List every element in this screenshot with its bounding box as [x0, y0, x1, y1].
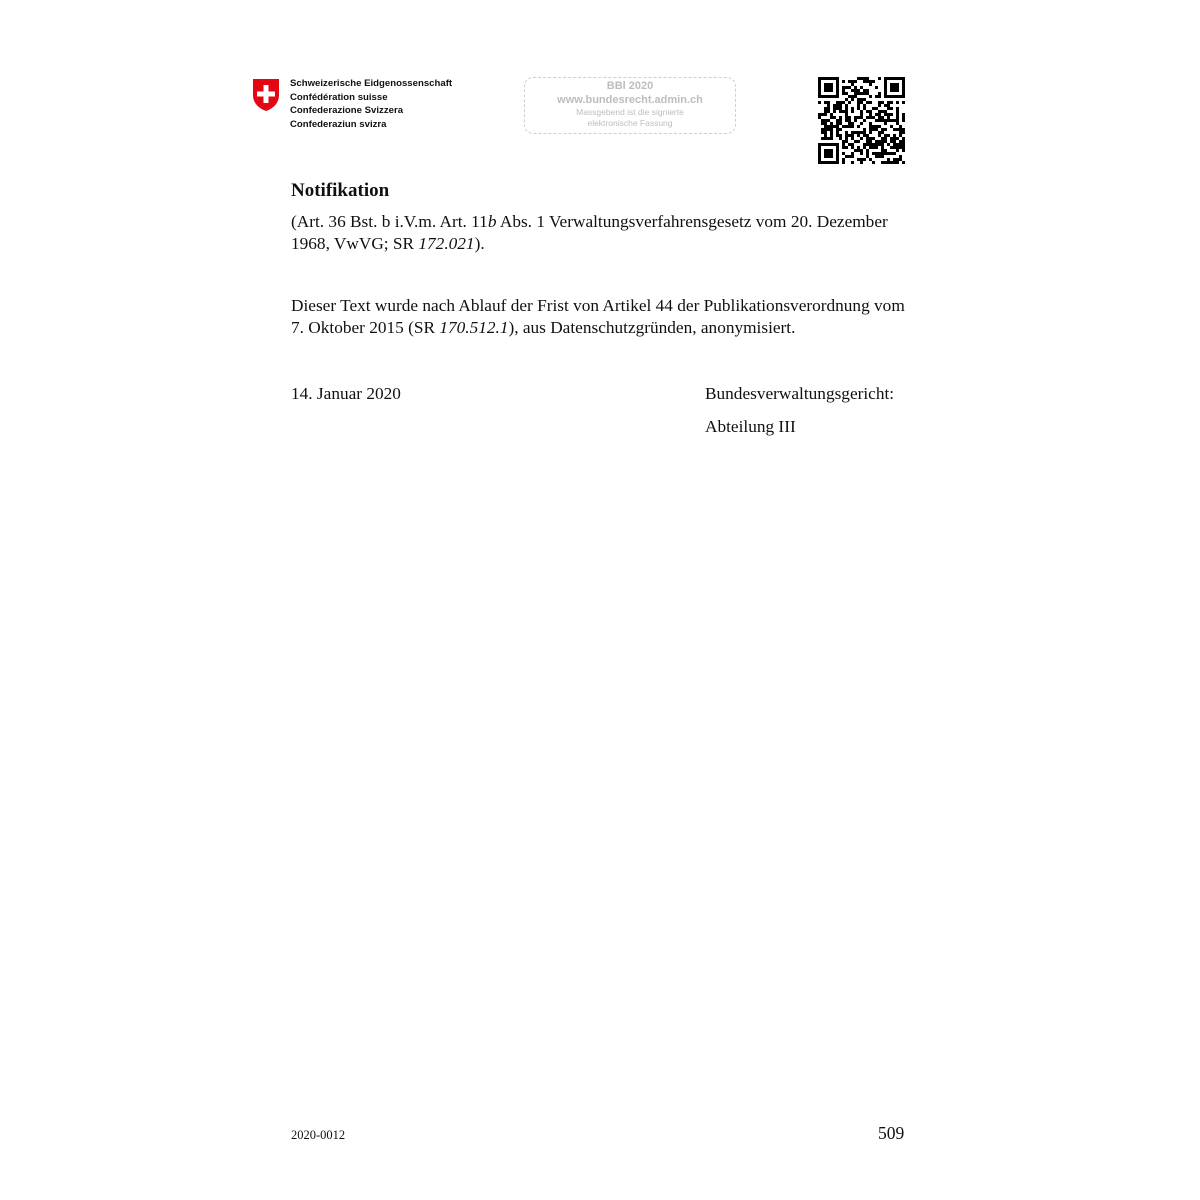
- federation-name-de: Schweizerische Eidgenossenschaft: [290, 78, 453, 89]
- federation-name-rm: Confederaziun svizra: [290, 118, 387, 130]
- federation-names: [290, 77, 452, 131]
- publication-stamp: [524, 77, 736, 134]
- stamp-line-1: BBl 2020: [606, 80, 654, 92]
- court-name: Bundesverwaltungsgericht:: [705, 384, 895, 403]
- notice-text-1: Dieser Text wurde nach Ablauf der Frist von Artikel 44 der Publikationsverordnung vom 7. Oktober 2015 (SR: [291, 296, 905, 337]
- stamp-line-3: Massgebend ist die signierte: [576, 107, 684, 117]
- page-number: 509: [878, 1123, 905, 1143]
- document-title: Notifikation: [291, 180, 390, 201]
- federation-name-it: Confederazione Svizzera: [290, 105, 404, 117]
- document-number: 2020-0012: [291, 1128, 346, 1142]
- legal-basis-sr-number: 172.021: [418, 233, 475, 253]
- legal-basis-text-1: (Art. 36 Bst. b i.V.m. Art. 11: [291, 212, 488, 231]
- swiss-shield-icon: [252, 78, 280, 112]
- anonymisation-notice: [291, 295, 911, 338]
- notice-text-2: ), aus Datenschutzgründen, anonymisiert.: [508, 317, 796, 337]
- legal-basis-text-2: Abs. 1 Verwaltungsverfahrensgesetz vom 20. Dezember 1968, VwVG; SR: [291, 212, 888, 253]
- stamp-line-2: www.bundesrecht.admin.ch: [557, 94, 703, 106]
- legal-basis-italic-1: b: [487, 212, 497, 231]
- court-division: Abteilung III: [705, 417, 796, 436]
- legal-basis-paragraph: [291, 211, 911, 254]
- stamp-line-4: elektronische Fassung: [587, 118, 673, 128]
- legal-basis-text-3: ).: [474, 233, 485, 253]
- qr-code-icon: [818, 77, 905, 164]
- document-date: 14. Januar 2020: [291, 384, 401, 403]
- federation-name-fr: Confédération suisse: [290, 91, 388, 103]
- notice-sr-number: 170.512.1: [439, 317, 509, 337]
- federal-logo: [252, 76, 462, 136]
